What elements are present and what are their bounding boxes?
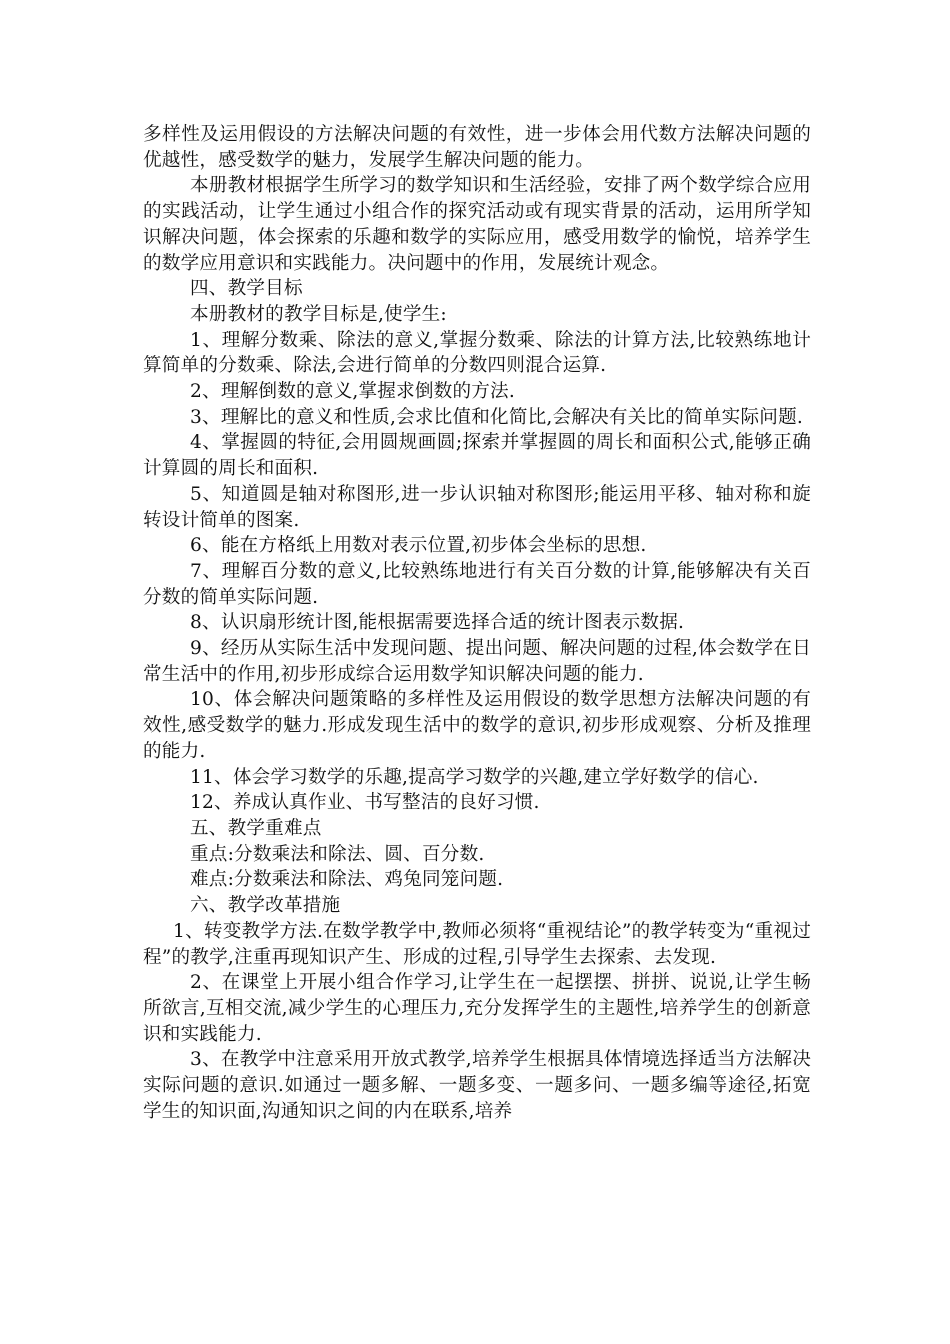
goal-item-1: 1、理解分数乘、除法的意义,掌握分数乘、除法的计算方法,比较熟练地计算简单的分数乘、除法,会进行简单的分数四则混合运算. <box>143 329 811 377</box>
reform-item-1: 1、转变教学方法.在数学教学中,教师必须将“重视结论”的教学转变为“重视过程”的教学,注重再现知识产生、形成的过程,引导学生去探索、去发现. <box>143 920 811 968</box>
goal-item-3: 3、理解比的意义和性质,会求比值和化简比,会解决有关比的简单实际问题. <box>190 406 803 428</box>
goal-item-5: 5、知道圆是轴对称图形,进一步认识轴对称图形;能运用平移、轴对称和旋转设计简单的图案. <box>143 483 811 531</box>
goal-item-9: 9、经历从实际生活中发现问题、提出问题、解决问题的过程,体会数学在日常生活中的作用,初步形成综合运用数学知识解决问题的能力. <box>143 638 811 685</box>
goal-item-12: 12、养成认真作业、书写整洁的良好习惯. <box>190 792 540 814</box>
section-heading-goals: 四、教学目标 <box>190 278 303 300</box>
goal-item-2: 2、理解倒数的意义,掌握求倒数的方法. <box>190 381 515 403</box>
goals-intro: 本册教材的教学目标是,使学生: <box>190 303 447 325</box>
goal-item-7: 7、理解百分数的意义,比较熟练地进行有关百分数的计算,能够解决有关百分数的简单实际问题. <box>143 560 811 608</box>
goal-item-8: 8、认识扇形统计图,能根据需要选择合适的统计图表示数据. <box>190 612 685 634</box>
section-heading-reform: 六、教学改革措施 <box>190 895 341 917</box>
paragraph-continuation: 多样性及运用假设的方法解决问题的有效性，进一步体会用代数方法解决问题的优越性，感受数学的魅力，发展学生解决问题的能力。 <box>143 124 811 171</box>
key-points: 重点:分数乘法和除法、圆、百分数. <box>190 843 485 865</box>
goal-item-11: 11、体会学习数学的乐趣,提高学习数学的兴趣,建立学好数学的信心. <box>190 766 759 788</box>
document-body <box>143 122 811 1124</box>
difficult-points: 难点:分数乘法和除法、鸡兔同笼问题. <box>190 869 504 891</box>
goal-item-6: 6、能在方格纸上用数对表示位置,初步体会坐标的思想. <box>190 535 647 557</box>
reform-item-3: 3、在教学中注意采用开放式教学,培养学生根据具体情境选择适当方法解决实际问题的意识.如通过一题多解、一题多变、一题多问、一题多编等途径,拓宽学生的知识面,沟通知识之间的内在联系,培养 <box>143 1049 811 1122</box>
section-heading-key-points: 五、教学重难点 <box>190 817 322 839</box>
goal-item-10: 10、体会解决问题策略的多样性及运用假设的数学思想方法解决问题的有效性,感受数学的魅力.形成发现生活中的数学的意识,初步形成观察、分析及推理的能力. <box>143 689 811 762</box>
reform-item-2: 2、在课堂上开展小组合作学习,让学生在一起摆摆、拼拼、说说,让学生畅所欲言,互相交流,减少学生的心理压力,充分发挥学生的主题性,培养学生的创新意识和实践能力. <box>143 972 811 1045</box>
paragraph-overview: 本册教材根据学生所学习的数学知识和生活经验，安排了两个数学综合应用的实践活动，让学生通过小组合作的探究活动或有现实背景的活动，运用所学知识解决问题，体会探索的乐趣和数学的实际应用，感受用数学的愉悦，培养学生的数学应用意识和实践能力。决问题中的作用，发展统计观念。 <box>143 175 811 274</box>
goal-item-4: 4、掌握圆的特征,会用圆规画圆;探索并掌握圆的周长和面积公式,能够正确计算圆的周长和面积. <box>143 432 811 480</box>
